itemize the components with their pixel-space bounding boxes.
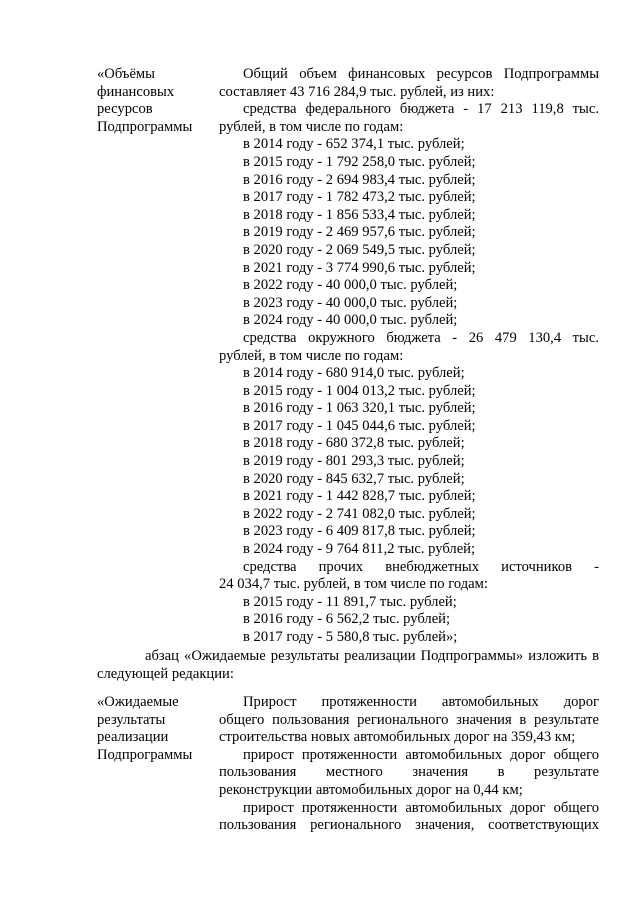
district-heading: рублей, в том числе по годам:	[219, 347, 404, 364]
federal-heading: рублей, в том числе по годам:	[219, 118, 404, 135]
district-year-item: в 2023 году - 6 409 817,8 тыс. рублей;	[243, 523, 476, 540]
label-line: реализации	[97, 729, 169, 746]
district-year-item: в 2022 году - 2 741 082,0 тыс. рублей;	[243, 505, 476, 522]
district-year-item: в 2014 году - 680 914,0 тыс. рублей;	[243, 365, 465, 382]
federal-year-item: в 2015 году - 1 792 258,0 тыс. рублей;	[243, 153, 476, 170]
district-year-item: в 2015 году - 1 004 013,2 тыс. рублей;	[243, 382, 476, 399]
federal-year-item: в 2019 году - 2 469 957,6 тыс. рублей;	[243, 224, 476, 241]
district-year-item: в 2016 году - 1 063 320,1 тыс. рублей;	[243, 400, 476, 417]
financing-label	[97, 66, 219, 136]
result-line: пользования регионального значения, соответствующих	[219, 817, 599, 834]
district-year-item: в 2020 году - 845 632,7 тыс. рублей;	[243, 470, 465, 487]
district-year-item: в 2021 году - 1 442 828,7 тыс. рублей;	[243, 488, 476, 505]
results-text	[219, 694, 599, 835]
federal-year-item: в 2020 году - 2 069 549,5 тыс. рублей;	[243, 241, 476, 258]
intro-line: Общий объем финансовых ресурсов Подпрограммы	[243, 66, 599, 82]
district-year-item: в 2024 году - 9 764 811,2 тыс. рублей;	[243, 541, 476, 558]
federal-year-item: в 2018 году - 1 856 533,4 тыс. рублей;	[243, 206, 476, 223]
label-line: «Ожидаемые	[97, 694, 179, 710]
other-heading: средства прочих внебюджетных источников -	[243, 558, 599, 575]
intro-line: составляет 43 716 284,9 тыс. рублей, из них:	[219, 83, 495, 100]
label-line: результаты	[97, 711, 166, 728]
district-year-item: в 2017 году - 1 045 044,6 тыс. рублей;	[243, 417, 476, 434]
federal-year-item: в 2023 году - 40 000,0 тыс. рублей;	[243, 294, 458, 311]
federal-year-item: в 2024 году - 40 000,0 тыс. рублей;	[243, 312, 458, 329]
label-line: Подпрограммы	[97, 746, 193, 763]
result-line: строительства новых автомобильных дорог на 359,43 км;	[219, 729, 576, 746]
other-heading: 24 034,7 тыс. рублей, в том числе по годам:	[219, 576, 488, 593]
financing-text	[219, 66, 599, 647]
instruction-line: следующей редакции:	[97, 665, 234, 682]
other-year-item: в 2016 году - 6 562,2 тыс. рублей;	[243, 611, 451, 628]
federal-year-item: в 2022 году - 40 000,0 тыс. рублей;	[243, 277, 458, 294]
result-line: прирост протяженности автомобильных дорог общего	[243, 799, 599, 816]
district-heading: средства окружного бюджета - 26 479 130,4 тыс.	[243, 329, 599, 346]
federal-year-item: в 2014 году - 652 374,1 тыс. рублей;	[243, 136, 465, 153]
instruction-paragraph	[97, 648, 599, 683]
label-line: ресурсов	[97, 101, 153, 118]
federal-year-item: в 2016 году - 2 694 983,4 тыс. рублей;	[243, 171, 476, 188]
federal-heading: средства федерального бюджета - 17 213 119,8 тыс.	[243, 101, 599, 118]
result-line: Прирост протяженности автомобильных дорог	[243, 694, 599, 710]
label-line: финансовых	[97, 83, 175, 100]
label-line: «Объёмы	[97, 66, 155, 82]
federal-year-item: в 2017 году - 1 782 473,2 тыс. рублей;	[243, 189, 476, 206]
district-year-item: в 2019 году - 801 293,3 тыс. рублей;	[243, 453, 465, 470]
label-line: Подпрограммы	[97, 118, 193, 135]
other-year-item: в 2017 году - 5 580,8 тыс. рублей»;	[243, 629, 458, 645]
result-line: реконструкции автомобильных дорог на 0,44 км;	[219, 781, 523, 798]
result-line: пользования местного значения в результате	[219, 764, 599, 781]
other-year-item: в 2015 году - 11 891,7 тыс. рублей;	[243, 593, 457, 610]
district-year-item: в 2018 году - 680 372,8 тыс. рублей;	[243, 435, 465, 452]
instruction-line: абзац «Ожидаемые результаты реализации Подпрограммы» изложить в	[145, 648, 599, 664]
result-line: общего пользования регионального значения в результате	[219, 711, 599, 728]
result-line: прирост протяженности автомобильных дорог общего	[243, 746, 599, 763]
federal-year-item: в 2021 году - 3 774 990,6 тыс. рублей;	[243, 259, 476, 276]
results-label	[97, 694, 219, 764]
